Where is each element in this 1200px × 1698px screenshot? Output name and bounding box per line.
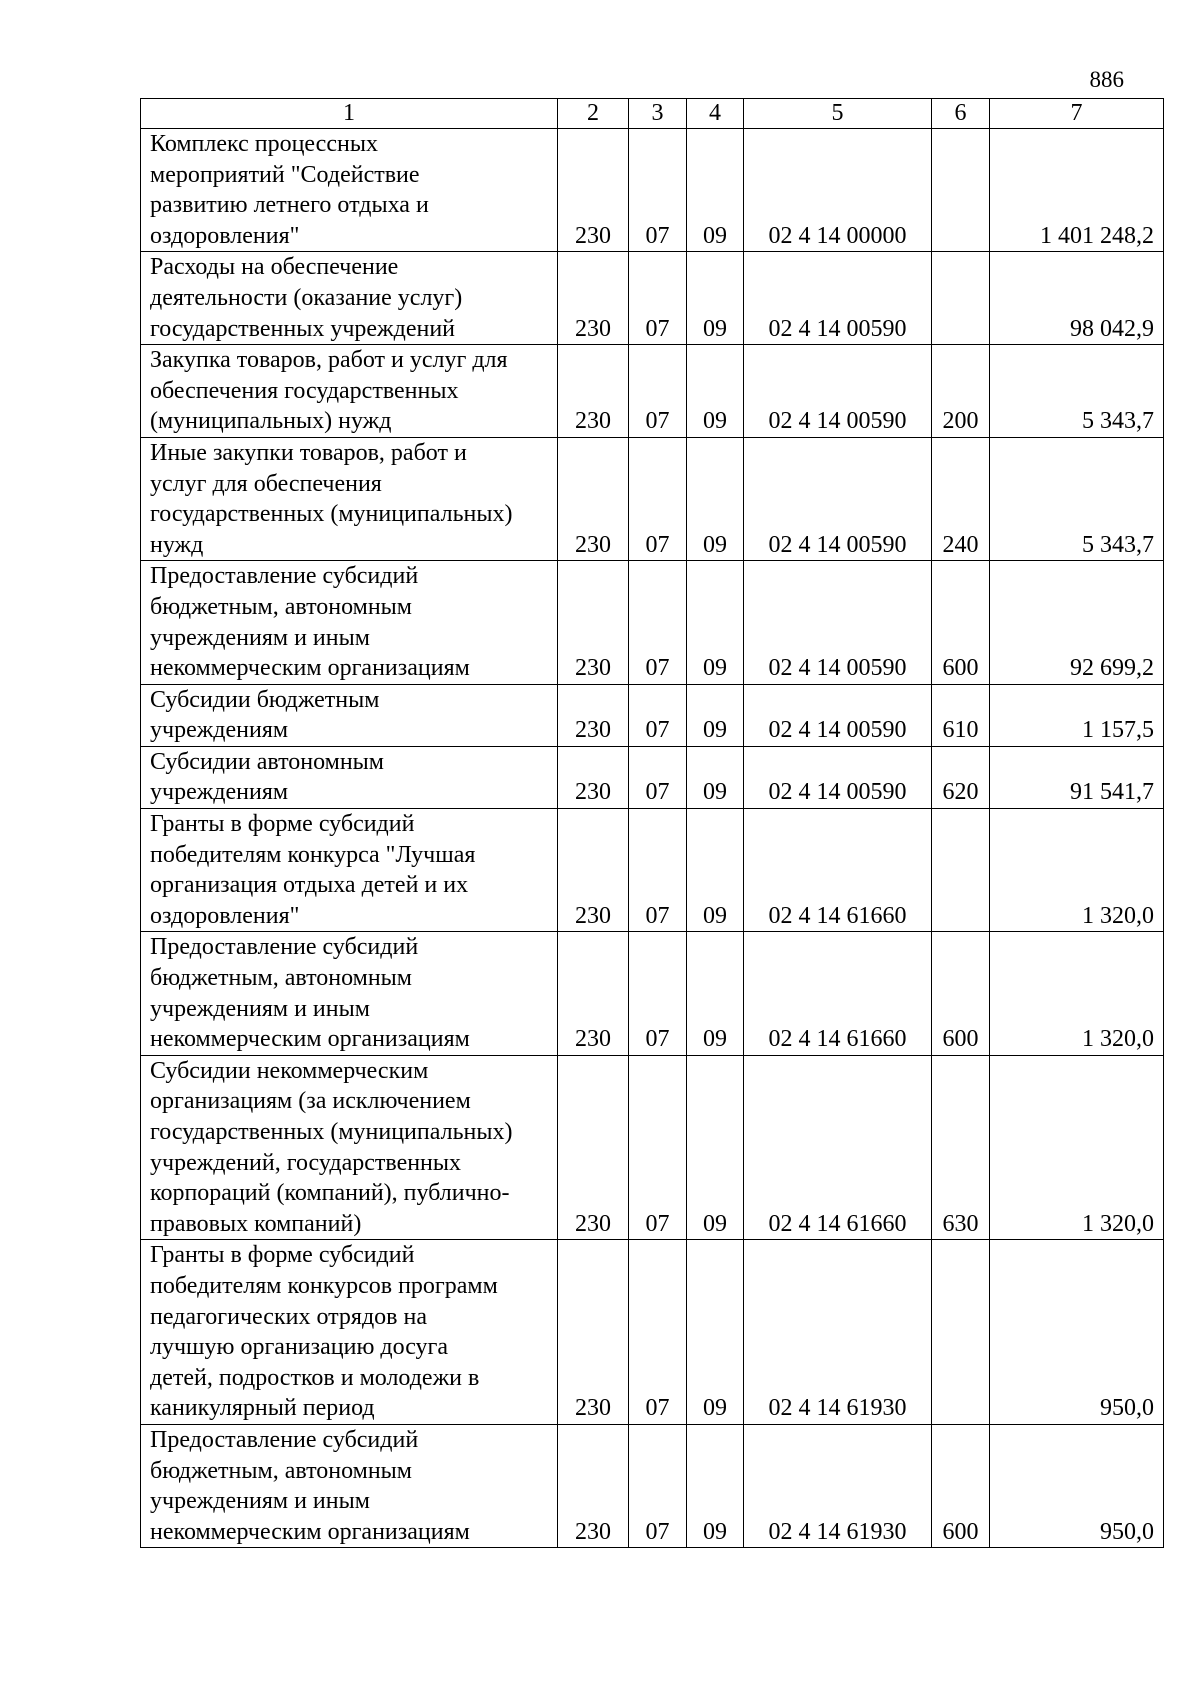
column-header: 5 (744, 99, 932, 129)
cell-section-code: 07 (629, 129, 687, 252)
cell-amount: 1 320,0 (990, 1055, 1164, 1240)
cell-section-code: 07 (629, 437, 687, 560)
cell-section-code: 07 (629, 345, 687, 438)
table-row (141, 129, 1164, 252)
cell-section-code: 07 (629, 809, 687, 932)
cell-target-article: 02 4 14 61930 (744, 1240, 932, 1425)
cell-ministry-code: 230 (558, 252, 629, 345)
column-header: 6 (932, 99, 990, 129)
column-header: 7 (990, 99, 1164, 129)
cell-target-article: 02 4 14 00590 (744, 684, 932, 746)
table-header-row (141, 99, 1164, 129)
cell-section-code: 07 (629, 932, 687, 1055)
cell-ministry-code: 230 (558, 1424, 629, 1547)
cell-ministry-code: 230 (558, 129, 629, 252)
cell-subsection-code: 09 (687, 932, 744, 1055)
cell-ministry-code: 230 (558, 1055, 629, 1240)
cell-expense-type: 240 (932, 437, 990, 560)
cell-subsection-code: 09 (687, 345, 744, 438)
row-description: Закупка товаров, работ и услуг для обеспечения государственных (муниципальных) нужд (141, 345, 558, 438)
table-row (141, 1055, 1164, 1240)
cell-expense-type (932, 1240, 990, 1425)
cell-expense-type: 600 (932, 1424, 990, 1547)
cell-expense-type: 600 (932, 932, 990, 1055)
cell-ministry-code: 230 (558, 809, 629, 932)
column-header: 2 (558, 99, 629, 129)
table-row (141, 809, 1164, 932)
cell-ministry-code: 230 (558, 345, 629, 438)
cell-amount: 1 320,0 (990, 809, 1164, 932)
table-row (141, 932, 1164, 1055)
cell-expense-type: 600 (932, 561, 990, 684)
cell-target-article: 02 4 14 61930 (744, 1424, 932, 1547)
cell-subsection-code: 09 (687, 1240, 744, 1425)
cell-ministry-code: 230 (558, 932, 629, 1055)
cell-section-code: 07 (629, 1424, 687, 1547)
cell-subsection-code: 09 (687, 561, 744, 684)
cell-amount: 1 320,0 (990, 932, 1164, 1055)
table-row (141, 1240, 1164, 1425)
cell-expense-type: 200 (932, 345, 990, 438)
cell-subsection-code: 09 (687, 437, 744, 560)
cell-section-code: 07 (629, 684, 687, 746)
cell-expense-type (932, 809, 990, 932)
row-description: Субсидии автономным учреждениям (141, 746, 558, 808)
cell-expense-type: 610 (932, 684, 990, 746)
cell-ministry-code: 230 (558, 1240, 629, 1425)
cell-subsection-code: 09 (687, 684, 744, 746)
cell-expense-type (932, 252, 990, 345)
cell-subsection-code: 09 (687, 809, 744, 932)
cell-amount: 5 343,7 (990, 345, 1164, 438)
cell-amount: 1 157,5 (990, 684, 1164, 746)
table-row (141, 561, 1164, 684)
cell-amount: 98 042,9 (990, 252, 1164, 345)
cell-target-article: 02 4 14 00590 (744, 437, 932, 560)
cell-target-article: 02 4 14 00590 (744, 746, 932, 808)
cell-section-code: 07 (629, 1240, 687, 1425)
cell-section-code: 07 (629, 1055, 687, 1240)
cell-target-article: 02 4 14 61660 (744, 1055, 932, 1240)
row-description: Комплекс процессных мероприятий "Содействие развитию летнего отдыха и оздоровления" (141, 129, 558, 252)
cell-subsection-code: 09 (687, 252, 744, 345)
cell-expense-type: 630 (932, 1055, 990, 1240)
cell-ministry-code: 230 (558, 437, 629, 560)
cell-amount: 950,0 (990, 1424, 1164, 1547)
row-description: Предоставление субсидий бюджетным, автономным учреждениям и иным некоммерческим организациям (141, 561, 558, 684)
column-header: 1 (141, 99, 558, 129)
page-number: 886 (1089, 67, 1124, 92)
cell-amount: 1 401 248,2 (990, 129, 1164, 252)
cell-subsection-code: 09 (687, 1424, 744, 1547)
cell-subsection-code: 09 (687, 1055, 744, 1240)
cell-section-code: 07 (629, 252, 687, 345)
cell-amount: 5 343,7 (990, 437, 1164, 560)
budget-table (140, 98, 1164, 1548)
column-header: 3 (629, 99, 687, 129)
cell-expense-type: 620 (932, 746, 990, 808)
cell-target-article: 02 4 14 00590 (744, 252, 932, 345)
cell-expense-type (932, 129, 990, 252)
table-row (141, 345, 1164, 438)
row-description: Предоставление субсидий бюджетным, автономным учреждениям и иным некоммерческим организациям (141, 932, 558, 1055)
row-description: Предоставление субсидий бюджетным, автономным учреждениям и иным некоммерческим организациям (141, 1424, 558, 1547)
cell-amount: 91 541,7 (990, 746, 1164, 808)
table-row (141, 1424, 1164, 1547)
row-description: Субсидии бюджетным учреждениям (141, 684, 558, 746)
column-header: 4 (687, 99, 744, 129)
table-row (141, 252, 1164, 345)
cell-section-code: 07 (629, 746, 687, 808)
table-row (141, 684, 1164, 746)
row-description: Субсидии некоммерческим организациям (за исключением государственных (муниципальных) учреждений, государственных корпораций (компаний), публично- правовых компаний) (141, 1055, 558, 1240)
row-description: Гранты в форме субсидий победителям конкурсов программ педагогических отрядов на лучшую организацию досуга детей, подростков и молодежи в каникулярный период (141, 1240, 558, 1425)
cell-target-article: 02 4 14 00590 (744, 561, 932, 684)
cell-section-code: 07 (629, 561, 687, 684)
cell-target-article: 02 4 14 61660 (744, 809, 932, 932)
cell-ministry-code: 230 (558, 561, 629, 684)
table-body (141, 129, 1164, 1548)
table-row (141, 746, 1164, 808)
cell-ministry-code: 230 (558, 746, 629, 808)
row-description: Гранты в форме субсидий победителям конкурса "Лучшая организация отдыха детей и их оздоровления" (141, 809, 558, 932)
cell-amount: 92 699,2 (990, 561, 1164, 684)
cell-amount: 950,0 (990, 1240, 1164, 1425)
cell-target-article: 02 4 14 00590 (744, 345, 932, 438)
cell-target-article: 02 4 14 61660 (744, 932, 932, 1055)
row-description: Расходы на обеспечение деятельности (оказание услуг) государственных учреждений (141, 252, 558, 345)
cell-target-article: 02 4 14 00000 (744, 129, 932, 252)
cell-subsection-code: 09 (687, 746, 744, 808)
cell-subsection-code: 09 (687, 129, 744, 252)
table-row (141, 437, 1164, 560)
row-description: Иные закупки товаров, работ и услуг для обеспечения государственных (муниципальных) нужд (141, 437, 558, 560)
cell-ministry-code: 230 (558, 684, 629, 746)
